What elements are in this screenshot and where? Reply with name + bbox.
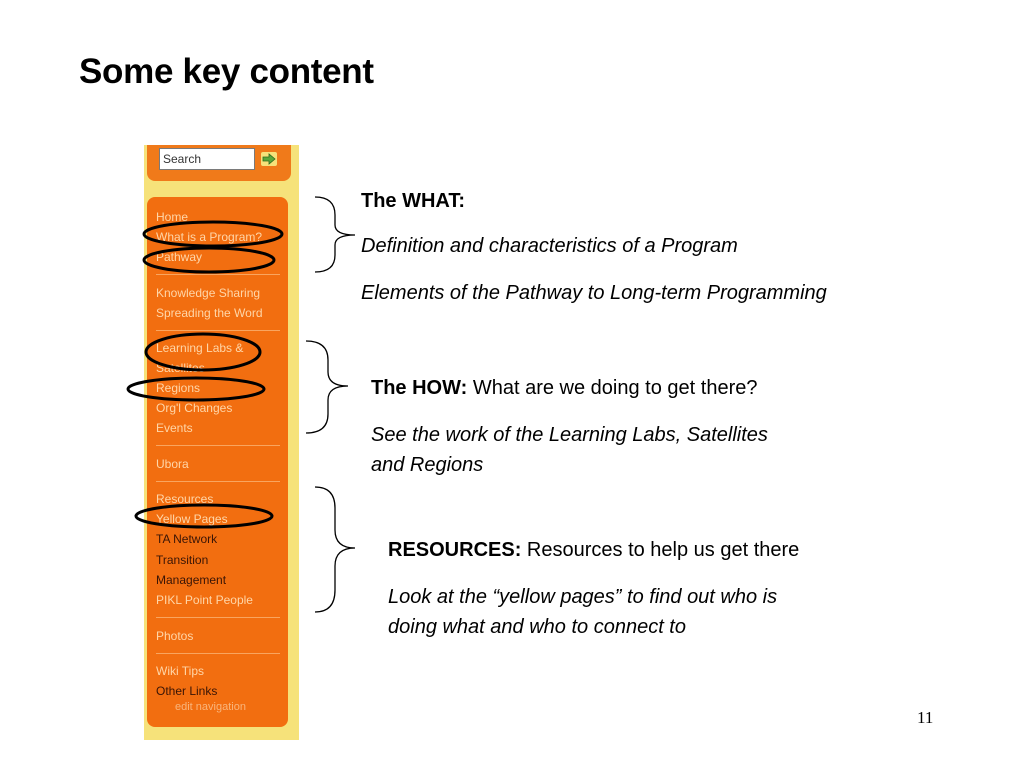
nav-divider: [156, 653, 280, 654]
how-line-2: and Regions: [371, 454, 484, 476]
nav-item-management[interactable]: Management: [156, 573, 227, 587]
nav-panel: [147, 197, 288, 727]
nav-item-knowledge-sharing[interactable]: Knowledge Sharing: [156, 286, 261, 300]
brace-resources: [315, 487, 355, 612]
nav-item-orgl-changes[interactable]: Org'l Changes: [156, 401, 233, 415]
nav-item-other-links[interactable]: Other Links: [156, 684, 218, 698]
search-input[interactable]: Search: [159, 148, 255, 170]
nav-item-ubora[interactable]: Ubora: [156, 457, 189, 471]
nav-item-transition[interactable]: Transition: [156, 553, 209, 567]
nav-divider: [156, 274, 280, 275]
nav-item-what-is-a-program[interactable]: What is a Program?: [156, 230, 263, 244]
nav-item-learning-labs[interactable]: Learning Labs &: [156, 341, 244, 355]
resources-line-1: Look at the “yellow pages” to find out who is: [388, 586, 778, 608]
nav-item-photos[interactable]: Photos: [156, 629, 194, 643]
what-heading: The WHAT:: [361, 190, 466, 212]
what-line-1: Definition and characteristics of a Program: [361, 235, 738, 257]
nav-divider: [156, 481, 280, 482]
resources-line-2: doing what and who to connect to: [388, 616, 686, 638]
nav-item-resources[interactable]: Resources: [156, 492, 214, 506]
nav-divider: [156, 330, 280, 331]
brace-how: [306, 341, 348, 433]
how-heading-rest: What are we doing to get there?: [467, 377, 758, 399]
nav-divider: [156, 617, 280, 618]
resources-heading-row: [388, 538, 799, 563]
nav-item-ta-network[interactable]: TA Network: [156, 532, 218, 546]
how-heading: The HOW:: [371, 377, 468, 399]
slide-title: Some key content: [79, 52, 374, 91]
nav-item-events[interactable]: Events: [156, 421, 193, 435]
nav-item-satellites[interactable]: Satellites: [156, 361, 205, 375]
nav-item-spreading-the-word[interactable]: Spreading the Word: [156, 306, 263, 320]
resources-heading: RESOURCES:: [388, 539, 522, 561]
edit-navigation-link[interactable]: edit navigation: [175, 701, 246, 713]
page-number: 11: [917, 708, 934, 727]
arrow-right-icon[interactable]: [261, 152, 277, 166]
resources-heading-rest: Resources to help us get there: [521, 539, 800, 561]
nav-item-yellow-pages[interactable]: Yellow Pages: [156, 512, 228, 526]
search-box: [147, 145, 291, 181]
nav-item-home[interactable]: Home: [156, 210, 189, 224]
nav-item-pathway[interactable]: Pathway: [156, 250, 203, 264]
nav-item-wiki-tips[interactable]: Wiki Tips: [156, 664, 204, 678]
nav-item-pikl-point-people[interactable]: PIKL Point People: [156, 593, 253, 607]
brace-what: [315, 197, 355, 272]
how-heading-row: [371, 376, 757, 401]
wiki-sidebar: [144, 145, 299, 740]
what-line-2: Elements of the Pathway to Long-term Programming: [361, 282, 827, 304]
nav-divider: [156, 445, 280, 446]
how-line-1: See the work of the Learning Labs, Satellites: [371, 424, 768, 446]
nav-item-regions[interactable]: Regions: [156, 381, 201, 395]
